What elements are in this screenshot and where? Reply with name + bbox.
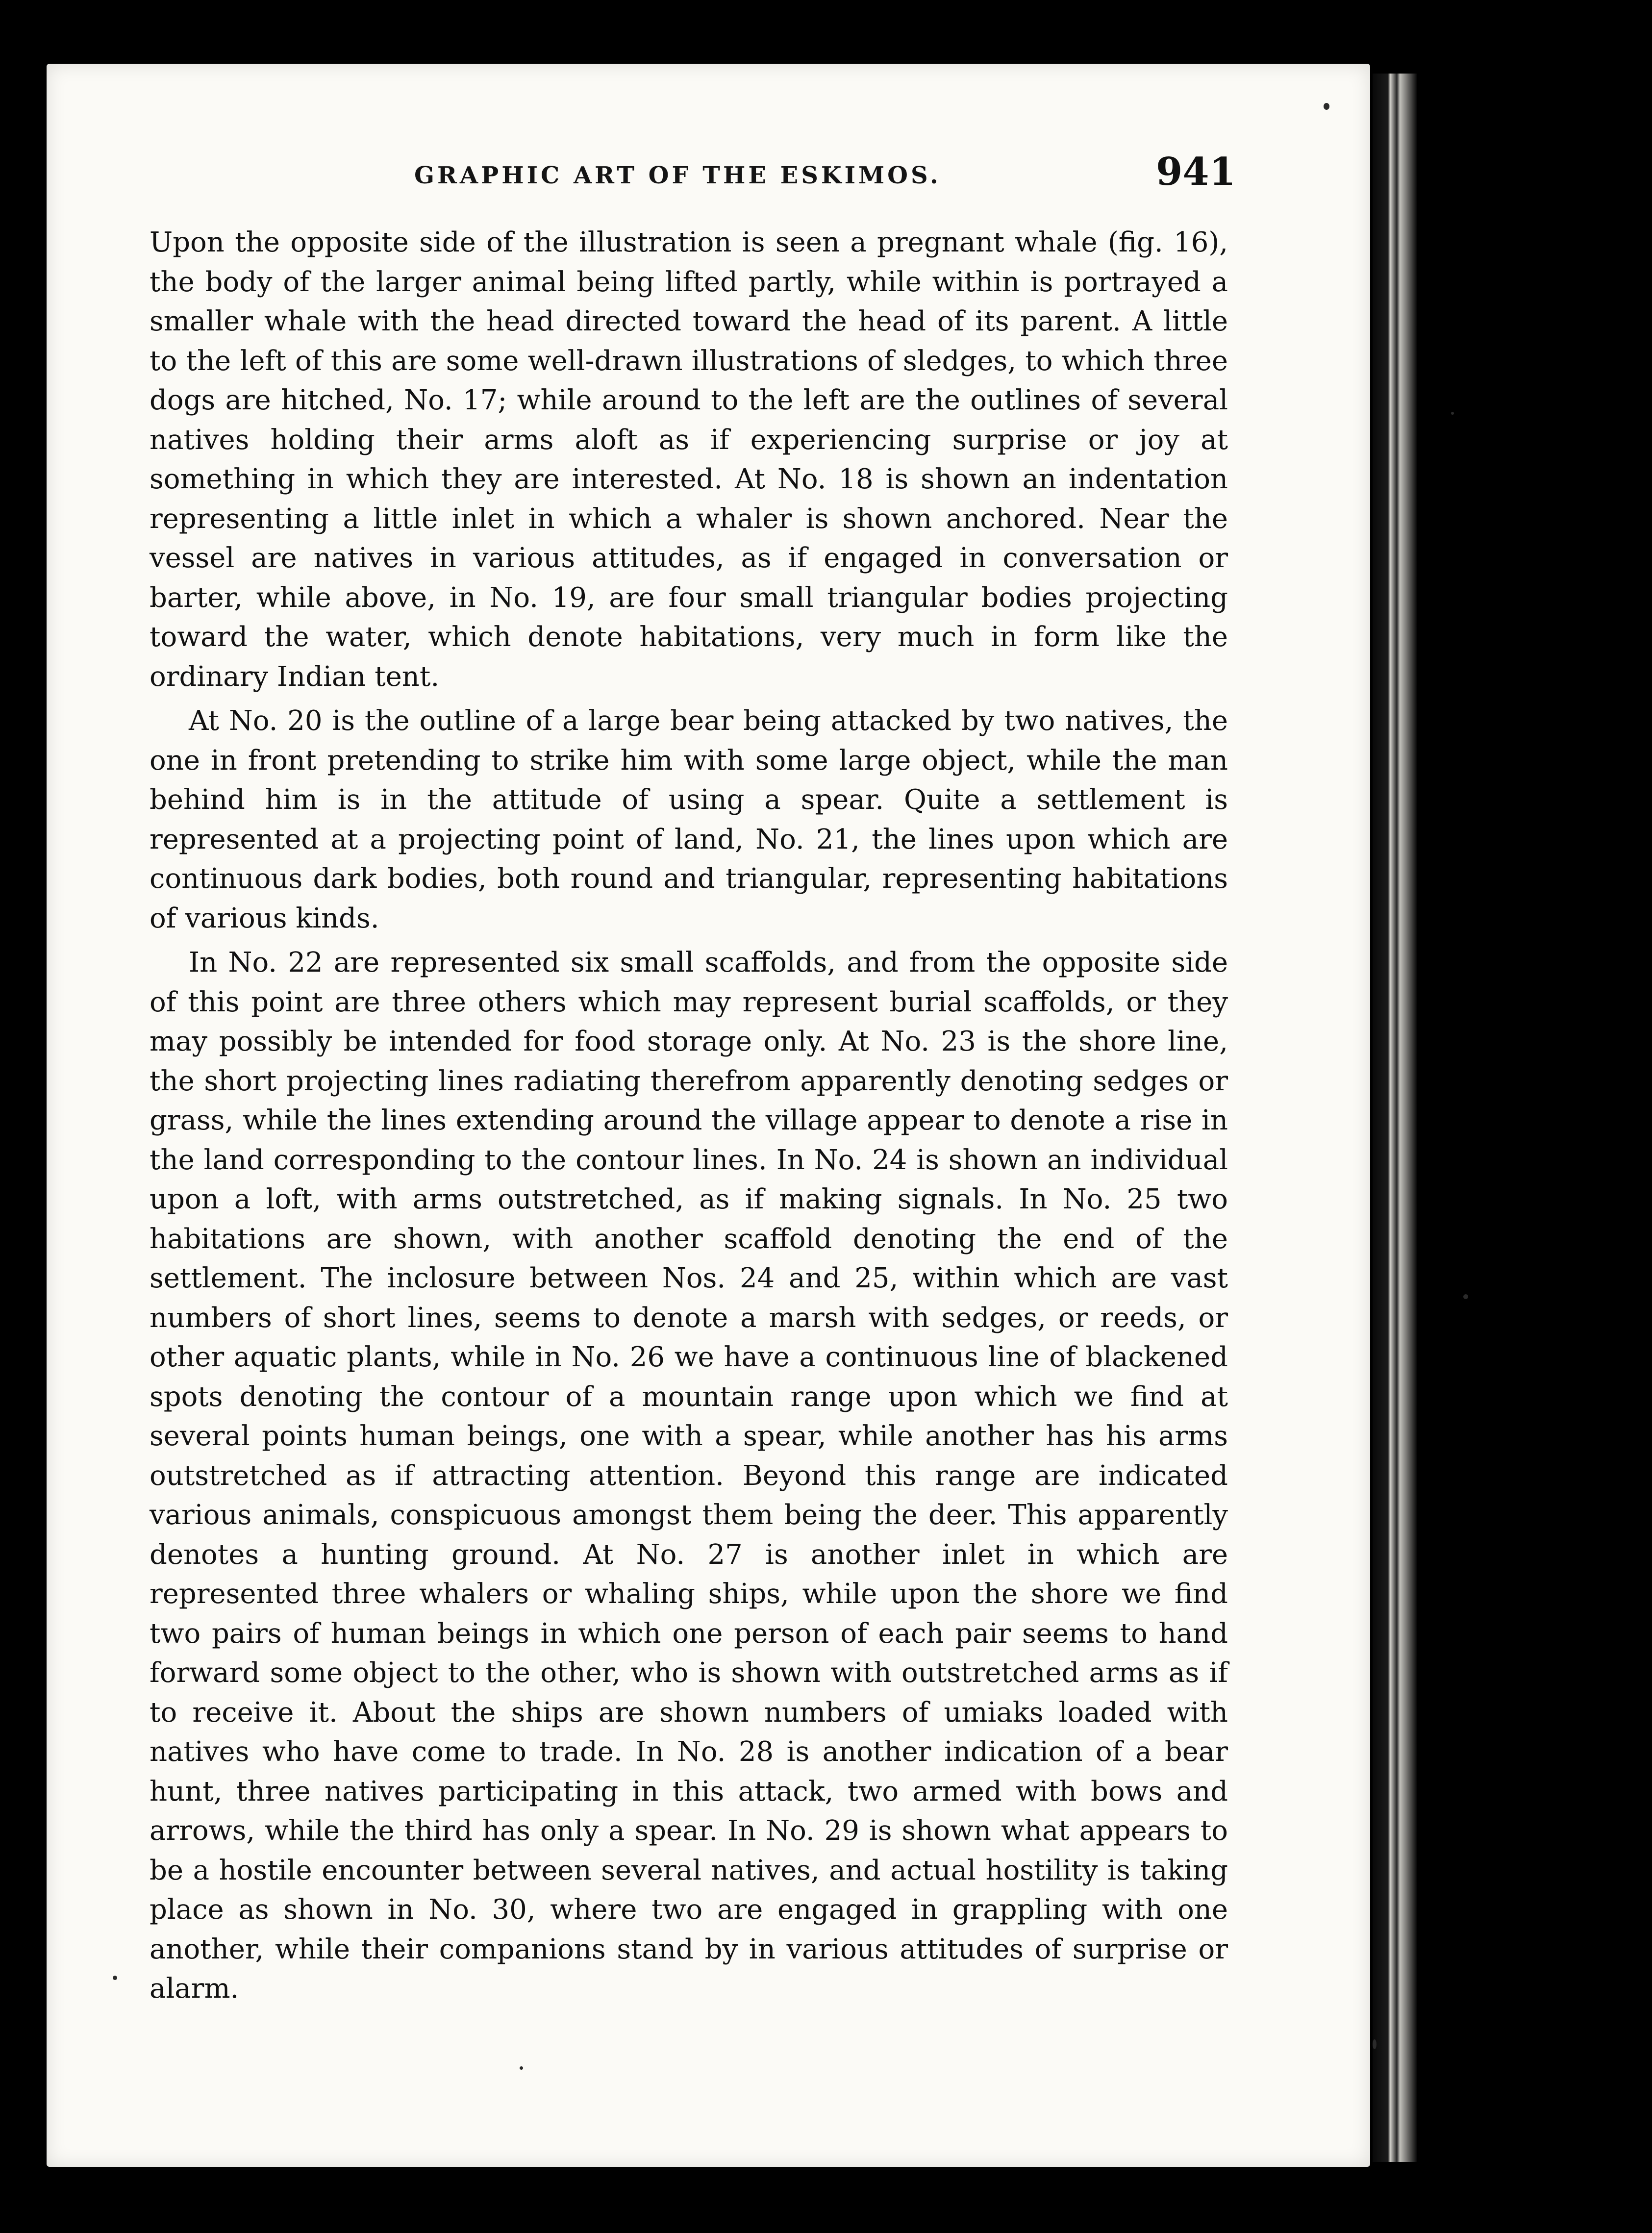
running-head: GRAPHIC ART OF THE ESKIMOS. <box>414 162 941 189</box>
paragraph-3: In No. 22 are represented six small scaffolds, and from the opposite side of this point are three others which may represent burial scaffolds, or they may possibly be intended for food storage only. At No. 23 is the shore line, the short projecting lines radiating therefrom apparently denoting sedges or grass, while the lines extending around the village appear to denote a rise in the land corresponding to the contour lines. In No. 24 is shown an individual upon a loft, with arms outstretched, as if making signals. In No. 25 two habitations are shown, with another scaffold denoting the end of the settlement. The inclosure between Nos. 24 and 25, within which are vast numbers of short lines, seems to denote a marsh with sedges, or reeds, or other aquatic plants, while in No. 26 we have a continuous line of blackened spots denoting the contour of a mountain range upon which we find at several points human beings, one with a spear, while another has his arms outstretched as if attracting attention. Beyond this range are indicated various animals, conspicuous amongst them being the deer. This apparently denotes a hunting ground. At No. 27 is another inlet in which are represented three whalers or whaling ships, while upon the shore we find two pairs of human beings in which one person of each pair seems to hand forward some object to the other, who is shown with outstretched arms as if to receive it. About the ships are shown numbers of umiaks loaded with natives who have come to trade. In No. 28 is another indication of a bear hunt, three natives participating in this attack, two armed with bows and arrows, while the third has only a spear. In No. 29 is shown what appears to be a hostile encounter between several natives, and actual hostility is taking place as shown in No. 30, where two are engaged in grappling with one another, while their companions stand by in various attitudes of surprise or alarm. <box>150 947 1228 2005</box>
scan-speck <box>1463 1294 1468 1299</box>
scan-speck <box>520 2066 523 2070</box>
page-edge-shadow <box>1373 74 1417 2162</box>
body-text <box>150 223 1228 2014</box>
scan-speck <box>1324 103 1329 110</box>
scan-speck <box>1451 412 1454 415</box>
paragraph-1: Upon the opposite side of the illustration is seen a pregnant whale (fig. 16), the body of the larger animal being lifted partly, while within is portrayed a smaller whale with the head directed toward the head of its parent. A little to the left of this are some well-drawn illustrations of sledges, to which three dogs are hitched, No. 17; while around to the left are the outlines of several natives holding their arms aloft as if experiencing surprise or joy at something in which they are interested. At No. 18 is shown an indentation representing a little inlet in which a whaler is shown anchored. Near the vessel are natives in various attitudes, as if engaged in conversation or barter, while above, in No. 19, are four small triangular bodies projecting toward the water, which denote habitations, very much in form like the ordinary Indian tent. <box>150 226 1228 693</box>
scan-speck <box>113 1976 117 1980</box>
page-number: 941 <box>1156 150 1236 194</box>
paragraph-2: At No. 20 is the outline of a large bear being attacked by two natives, the one in front pretending to strike him with some large object, while the man behind him is in the attitude of using a spear. Quite a settlement is represented at a projecting point of land, No. 21, the lines upon which are continuous dark bodies, both round and triangular, representing habitations of various kinds. <box>150 705 1228 934</box>
scan-speck <box>1373 2039 1377 2049</box>
